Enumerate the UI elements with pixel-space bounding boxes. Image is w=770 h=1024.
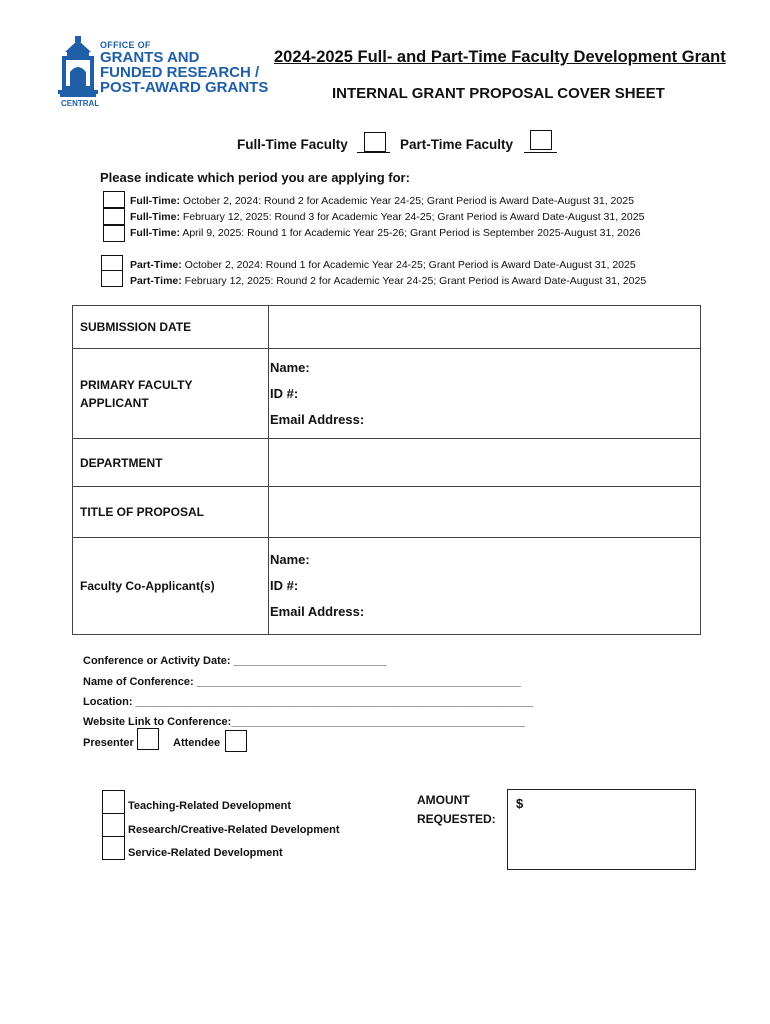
table-row	[73, 538, 701, 635]
co-name-label: Name:	[270, 552, 310, 567]
primary-applicant-label	[73, 349, 269, 439]
service-dev-checkbox[interactable]	[102, 836, 125, 860]
full-time-faculty-checkbox[interactable]	[364, 132, 386, 152]
period-option-pt-1: Part-Time: October 2, 2024: Round 1 for Academic Year 24-25; Grant Period is Award Date-August 31, 2025	[130, 259, 636, 271]
applicant-info-table	[72, 305, 701, 635]
logo-office-of: OFFICE OF	[100, 40, 151, 50]
table-row	[73, 349, 701, 439]
primary-applicant-label-line2: APPLICANT	[80, 395, 149, 410]
period-checkbox-ft-1[interactable]	[103, 191, 125, 208]
full-time-faculty-label: Full-Time Faculty	[237, 137, 348, 152]
submission-date-label: SUBMISSION DATE	[73, 306, 269, 349]
proposal-title-label: TITLE OF PROPOSAL	[73, 487, 269, 538]
logo-funded-research: FUNDED RESEARCH /	[100, 64, 260, 81]
period-checkbox-pt-2[interactable]	[101, 270, 123, 287]
department-label: DEPARTMENT	[73, 439, 269, 487]
period-option-ft-2: Full-Time: February 12, 2025: Round 3 for Academic Year 24-25; Grant Period is Award Date-August 31, 2025	[130, 211, 645, 223]
service-dev-label: Service-Related Development	[128, 847, 283, 859]
co-applicants-label: Faculty Co-Applicant(s)	[73, 538, 269, 635]
conference-website-field[interactable]: Website Link to Conference:________________________________________________	[83, 716, 525, 728]
co-applicants-field[interactable]	[269, 538, 701, 635]
period-checkbox-ft-3[interactable]	[103, 225, 125, 242]
primary-applicant-field[interactable]	[269, 349, 701, 439]
co-id-label: ID #:	[270, 578, 299, 593]
conference-location-field[interactable]: Location: _________________________________________________________________	[83, 696, 534, 708]
attendee-label: Attendee	[173, 737, 221, 749]
teaching-dev-label: Teaching-Related Development	[128, 800, 291, 812]
presenter-label: Presenter	[83, 737, 134, 749]
part-time-faculty-checkbox[interactable]	[530, 130, 552, 150]
research-dev-label: Research/Creative-Related Development	[128, 824, 340, 836]
department-field[interactable]	[269, 439, 701, 487]
university-building-logo-icon	[58, 36, 98, 98]
conference-name-field[interactable]: Name of Conference: _____________________________________________________	[83, 676, 521, 688]
presenter-checkbox[interactable]	[137, 728, 159, 750]
research-dev-checkbox[interactable]	[102, 813, 125, 837]
period-option-pt-2: Part-Time: February 12, 2025: Round 2 for Academic Year 24-25; Grant Period is Award Date-August 31, 2025	[130, 275, 647, 287]
period-option-ft-1: Full-Time: October 2, 2024: Round 2 for Academic Year 24-25; Grant Period is Award Date-August 31, 2025	[130, 195, 634, 207]
currency-symbol: $	[516, 796, 524, 811]
attendee-checkbox[interactable]	[225, 730, 247, 752]
primary-email-label: Email Address:	[270, 411, 365, 427]
table-row	[73, 306, 701, 349]
amount-label-line2: REQUESTED:	[417, 812, 496, 826]
logo-post-award: POST-AWARD GRANTS	[100, 79, 269, 96]
period-checkbox-ft-2[interactable]	[103, 208, 125, 225]
logo-central: CENTRAL	[61, 99, 100, 108]
primary-id-label: ID #:	[270, 385, 299, 401]
amount-requested-label	[417, 791, 496, 829]
table-row	[73, 487, 701, 538]
primary-applicant-label-line1: PRIMARY FACULTY	[80, 377, 193, 392]
full-time-underline	[357, 152, 390, 153]
part-time-faculty-label: Part-Time Faculty	[400, 137, 514, 152]
part-time-underline	[524, 152, 557, 153]
primary-name-label: Name:	[270, 359, 310, 375]
table-row	[73, 439, 701, 487]
period-question: Please indicate which period you are applying for:	[100, 170, 410, 185]
page-title: 2024-2025 Full- and Part-Time Faculty Development Grant	[274, 48, 726, 66]
page-subtitle: INTERNAL GRANT PROPOSAL COVER SHEET	[332, 85, 665, 102]
submission-date-field[interactable]	[269, 306, 701, 349]
co-email-label: Email Address:	[270, 604, 365, 619]
logo-grants-and: GRANTS AND	[100, 49, 200, 66]
amount-requested-field[interactable]	[507, 789, 696, 870]
conference-date-field[interactable]: Conference or Activity Date: _________________________	[83, 655, 387, 667]
amount-label-line1: AMOUNT	[417, 793, 470, 807]
teaching-dev-checkbox[interactable]	[102, 790, 125, 814]
period-option-ft-3: Full-Time: April 9, 2025: Round 1 for Academic Year 25-26; Grant Period is September 2025-August 31, 2026	[130, 227, 641, 239]
proposal-title-field[interactable]	[269, 487, 701, 538]
